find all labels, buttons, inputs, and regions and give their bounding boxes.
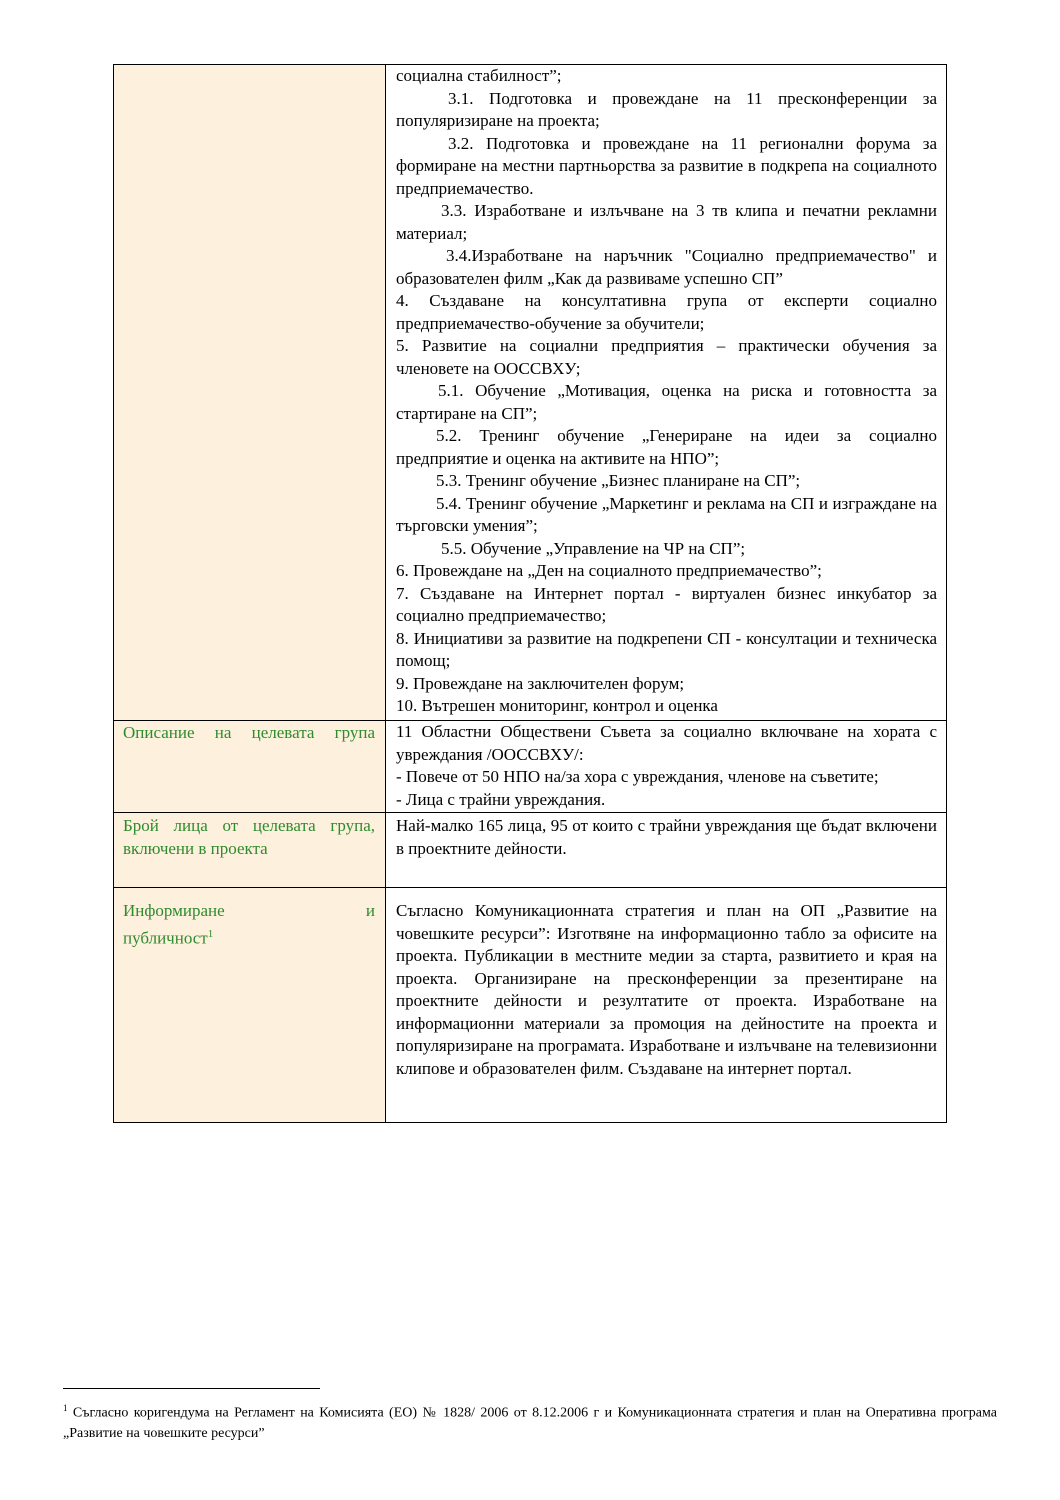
publicity-row — [114, 888, 947, 1123]
activity-line: 8. Инициативи за развитие на подкрепени СП - консултации и техническа помощ; — [396, 628, 937, 670]
publicity-label — [114, 888, 386, 1123]
target-group-label-text: Описание на целевата група — [123, 723, 375, 742]
publicity-label-word: и — [365, 901, 375, 920]
activity-line: 5.5. Обучение „Управление на ЧР на СП”; — [441, 538, 746, 558]
activity-line: 6. Провеждане на „Ден на социалното предприемачество”; — [396, 561, 822, 580]
footnote-number: 1 — [63, 1403, 68, 1413]
activity-line: 5. Развитие на социални предприятия – практически обучения за членовете на ООССВХУ; — [396, 336, 937, 378]
publicity-label-word: публичност — [123, 928, 208, 948]
activity-line: 4. Създаване на консултативна група от експерти социално предприемачество-обучение за обучители; — [396, 291, 937, 333]
footnote — [63, 1398, 997, 1444]
activity-line: 5.1. Обучение „Мотивация, оценка на риска и готовността за стартиране на СП”; — [396, 381, 937, 423]
target-group-line: - Повече от 50 НПО на/за хора с увреждания, членове на съветите; — [396, 767, 879, 786]
activity-line: 9. Провеждане на заключителен форум; — [396, 673, 685, 693]
activities-cell — [386, 65, 947, 721]
activity-line: социална стабилност”; — [396, 66, 562, 85]
footnote-reference: 1 — [207, 927, 214, 940]
activity-line: 3.1. Подготовка и провеждане на 11 пресконференции за популяризиране на проекта; — [396, 88, 937, 130]
target-group-row — [114, 721, 947, 813]
activity-line: 3.4.Изработване на наръчник "Социално предприемачество" и образователен филм „Как да развиваме успешно СП” — [396, 246, 937, 288]
project-table — [113, 64, 947, 1123]
persons-label: Брой лица от целевата група, включени в проекта — [114, 813, 386, 888]
target-group-cell — [386, 721, 947, 813]
activities-row — [114, 65, 947, 721]
activities-label-cell — [114, 65, 386, 721]
activity-line: 10. Вътрешен мониторинг, контрол и оценка — [396, 696, 718, 715]
activity-line: 7. Създаване на Интернет портал - виртуален бизнес инкубатор за социално предприемачество; — [396, 583, 937, 625]
footnote-separator — [63, 1388, 320, 1389]
activity-line: 5.2. Тренинг обучение „Генериране на идеи за социално предприятие и оценка на активите на НПО”; — [396, 426, 937, 468]
target-group-label — [114, 721, 386, 813]
publicity-label-word: Информиране — [123, 901, 225, 920]
target-group-line: - Лица с трайни увреждания. — [396, 789, 606, 809]
activity-line: 5.4. Тренинг обучение „Маркетинг и реклама на СП и изграждане на търговски умения”; — [396, 493, 937, 535]
publicity-cell: Съгласно Комуникационната стратегия и план на ОП „Развитие на човешките ресурси”: Изготвяне на информационно табло за офисите на проекта. Публикации в местните медии за старта, развитието и края на проекта. Организиране на пресконференции за презентиране на проектните дейности и резултатите от проекта. Изработване на информационни материали за промоция на дейностите на проекта и популяризиране на програмата. Изработване и излъчване на телевизионни клипове и образователен филм. Създаване на интернет портал. — [386, 888, 947, 1123]
persons-cell: Най-малко 165 лица, 95 от които с трайни увреждания ще бъдат включени в проектните дейности. — [386, 813, 947, 888]
publicity-label-first-line — [123, 900, 375, 923]
footnote-text: Съгласно коригендума на Регламент на Комисията (ЕО) № 1828/ 2006 от 8.12.2006 г и Комуникационната стратегия и план на Оперативна програма „Развитие на човешките ресурси” — [63, 1405, 997, 1441]
activity-line: 5.3. Тренинг обучение „Бизнес планиране на СП”; — [436, 471, 801, 490]
activity-line: 3.3. Изработване и излъчване на 3 тв клипа и печатни рекламни материал; — [396, 201, 937, 243]
target-group-line: 11 Областни Обществени Съвета за социално включване на хората с увреждания /ООССВХУ/: — [396, 722, 937, 764]
persons-row — [114, 813, 947, 888]
activity-line: 3.2. Подготовка и провеждане на 11 регионални форума за формиране на местни партньорства за развитие в подкрепа на социалното предприемачество. — [396, 133, 937, 198]
